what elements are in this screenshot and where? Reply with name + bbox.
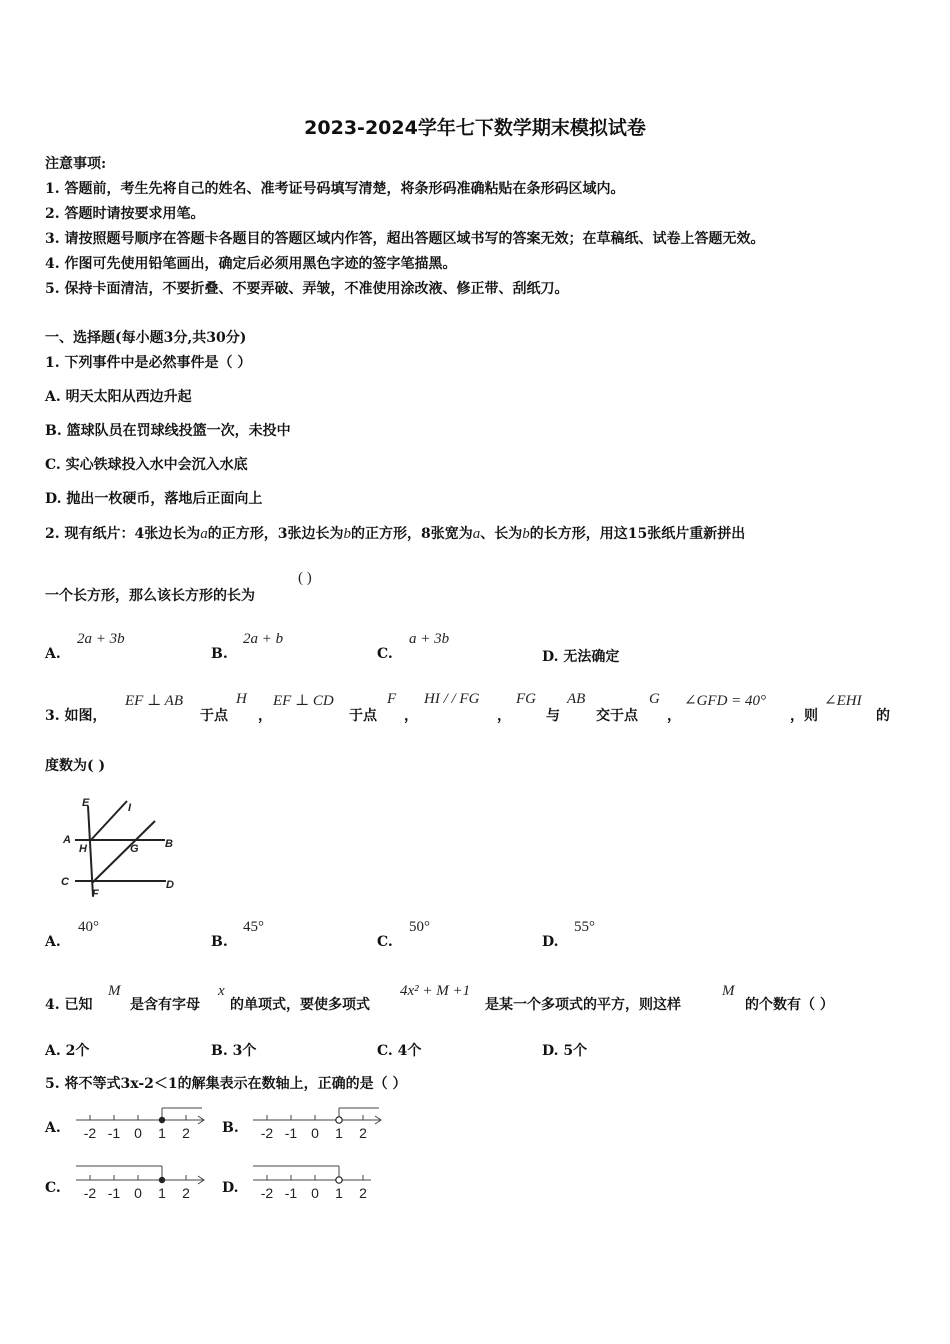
q1-option-a: A. 明天太阳从西边升起: [45, 389, 192, 405]
q3-math: FG: [516, 691, 536, 707]
q3-option-d-label: D.: [542, 934, 559, 950]
q2-option-b-math: 2a + b: [243, 631, 284, 647]
number-line-d: [251, 1160, 386, 1206]
q3-option-d-math: 55°: [574, 919, 595, 935]
q2-stem-line2: 一个长方形，那么该长方形的长为: [45, 588, 255, 604]
tick-label: 1: [158, 1185, 166, 1201]
q2-option-a-math: 2a + 3b: [77, 631, 125, 647]
notice-item: 1. 答题前，考生先将自己的姓名、准考证号码填写清楚，将条形码准确粘贴在条形码区域内。: [45, 181, 625, 197]
label-a: A: [63, 834, 71, 846]
tick-label: 2: [359, 1185, 367, 1201]
q4-math: x: [218, 983, 225, 999]
q1-stem: 1. 下列事件中是必然事件是（ ）: [45, 355, 252, 371]
q3-math: H: [236, 691, 247, 707]
tick-label: -1: [107, 1125, 121, 1141]
label-d: D: [166, 879, 174, 891]
q3-math: AB: [567, 691, 586, 707]
q3-text: ，: [258, 708, 272, 724]
q5-stem: 5. 将不等式3x-2＜1的解集表示在数轴上，正确的是（ ）: [45, 1076, 407, 1092]
tick-label: 2: [182, 1125, 190, 1141]
number-line-c: [74, 1160, 209, 1206]
q3-text: ，则: [790, 708, 818, 724]
q3-text: 于点: [200, 708, 228, 724]
q1-option-b: B. 篮球队员在罚球线投篮一次，未投中: [45, 423, 291, 439]
label-f: F: [92, 888, 99, 900]
q4-math: M: [722, 983, 735, 999]
number-line-a: [74, 1100, 209, 1146]
tick-label: 2: [359, 1125, 367, 1141]
notice-item: 2. 答题时请按要求用笔。: [45, 206, 205, 222]
q4-text: 是某一个多项式的平方，则这样: [485, 997, 681, 1013]
tick-label: -2: [260, 1185, 274, 1201]
q5-option-d-label: D.: [222, 1180, 239, 1196]
notice-item: 3. 请按照题号顺序在答题卡各题目的答题区域内作答，超出答题区域书写的答案无效；在草稿纸、试卷上答题无效。: [45, 231, 765, 247]
q3-math: G: [649, 691, 660, 707]
q4-option-a: A. 2个: [45, 1043, 90, 1059]
line-hi: [90, 801, 127, 841]
q4-option-b: B. 3个: [211, 1043, 257, 1059]
tick-label: 0: [311, 1185, 319, 1201]
tick-label: -2: [83, 1185, 97, 1201]
q3-math: EF ⊥ CD: [273, 693, 334, 709]
q2-stem: 2. 现有纸片：4张边长为a的正方形，3张边长为b的正方形，8张宽为a、长为b的长方形，用这15张纸片重新拼出: [45, 526, 746, 542]
q3-math: ∠GFD = 40°: [684, 693, 767, 709]
label-g: G: [130, 843, 139, 855]
q5-option-c-label: C.: [45, 1180, 61, 1196]
q3-text: ，: [404, 708, 418, 724]
section-heading: 一、选择题(每小题3分,共30分): [45, 330, 247, 346]
q5-option-a-label: A.: [45, 1120, 61, 1136]
q2-option-c-math: a + 3b: [409, 631, 450, 647]
notice-heading: 注意事项:: [45, 156, 107, 172]
tick-label: 0: [134, 1125, 142, 1141]
q3-option-a-label: A.: [45, 934, 61, 950]
q3-math: HI / / FG: [424, 691, 480, 707]
q2-option-b-label: B.: [211, 646, 228, 662]
q3-text: 于点: [349, 708, 377, 724]
q2-option-c-label: C.: [377, 646, 393, 662]
line-fg: [92, 821, 155, 883]
tick-label: -1: [284, 1125, 298, 1141]
tick-label: -1: [284, 1185, 298, 1201]
tick-label: -2: [260, 1125, 274, 1141]
q3-option-c-math: 50°: [409, 919, 430, 935]
label-e: E: [82, 797, 90, 809]
tick-label: 1: [335, 1185, 343, 1201]
label-h: H: [79, 843, 87, 855]
q3-text: ，: [667, 708, 681, 724]
q1-option-d: D. 抛出一枚硬币，落地后正面向上: [45, 491, 263, 507]
q3-geometry-figure: [58, 793, 183, 900]
q4-text: 4. 已知: [45, 997, 93, 1013]
q3-option-c-label: C.: [377, 934, 393, 950]
q3-math: ∠EHI: [824, 693, 862, 709]
q2-option-d: D. 无法确定: [542, 649, 620, 665]
tick-label: 1: [158, 1125, 166, 1141]
tick-label: -2: [83, 1125, 97, 1141]
q3-math: F: [387, 691, 397, 707]
q5-option-b-label: B.: [222, 1120, 239, 1136]
q3-option-b-label: B.: [211, 934, 228, 950]
q3-text: 交于点: [596, 708, 638, 724]
q4-text: 的单项式，要使多项式: [230, 997, 370, 1013]
q4-text: 的个数有（ ）: [745, 997, 834, 1013]
notice-item: 5. 保持卡面清洁，不要折叠、不要弄破、弄皱，不准使用涂改液、修正带、刮纸刀。: [45, 281, 569, 297]
tick-label: 0: [311, 1125, 319, 1141]
label-b: B: [165, 838, 173, 850]
q3-stem-line2: 度数为( ): [45, 758, 106, 774]
q3-text: 的: [876, 708, 890, 724]
label-i: I: [128, 802, 132, 814]
q3-stem-start: 3. 如图，: [45, 708, 107, 724]
q2-option-a-label: A.: [45, 646, 61, 662]
q2-paren: ( ): [298, 570, 312, 586]
label-c: C: [61, 876, 69, 888]
q1-option-c: C. 实心铁球投入水中会沉入水底: [45, 457, 248, 473]
q4-math: M: [108, 983, 121, 999]
number-line-b: [251, 1100, 386, 1146]
tick-label: -1: [107, 1185, 121, 1201]
q4-option-d: D. 5个: [542, 1043, 588, 1059]
notice-item: 4. 作图可先使用铅笔画出，确定后必须用黑色字迹的签字笔描黑。: [45, 256, 457, 272]
q4-math: 4x² + M +1: [400, 983, 471, 999]
q4-text: 是含有字母: [130, 997, 200, 1013]
q3-math: EF ⊥ AB: [125, 693, 183, 709]
q3-option-a-math: 40°: [78, 919, 99, 935]
tick-label: 0: [134, 1185, 142, 1201]
q4-option-c: C. 4个: [377, 1043, 422, 1059]
tick-label: 1: [335, 1125, 343, 1141]
tick-label: 2: [182, 1185, 190, 1201]
q3-text: ，: [497, 708, 511, 724]
q3-text: 与: [546, 708, 560, 724]
page-title: 2023-2024学年七下数学期末模拟试卷: [304, 117, 646, 139]
q3-option-b-math: 45°: [243, 919, 264, 935]
